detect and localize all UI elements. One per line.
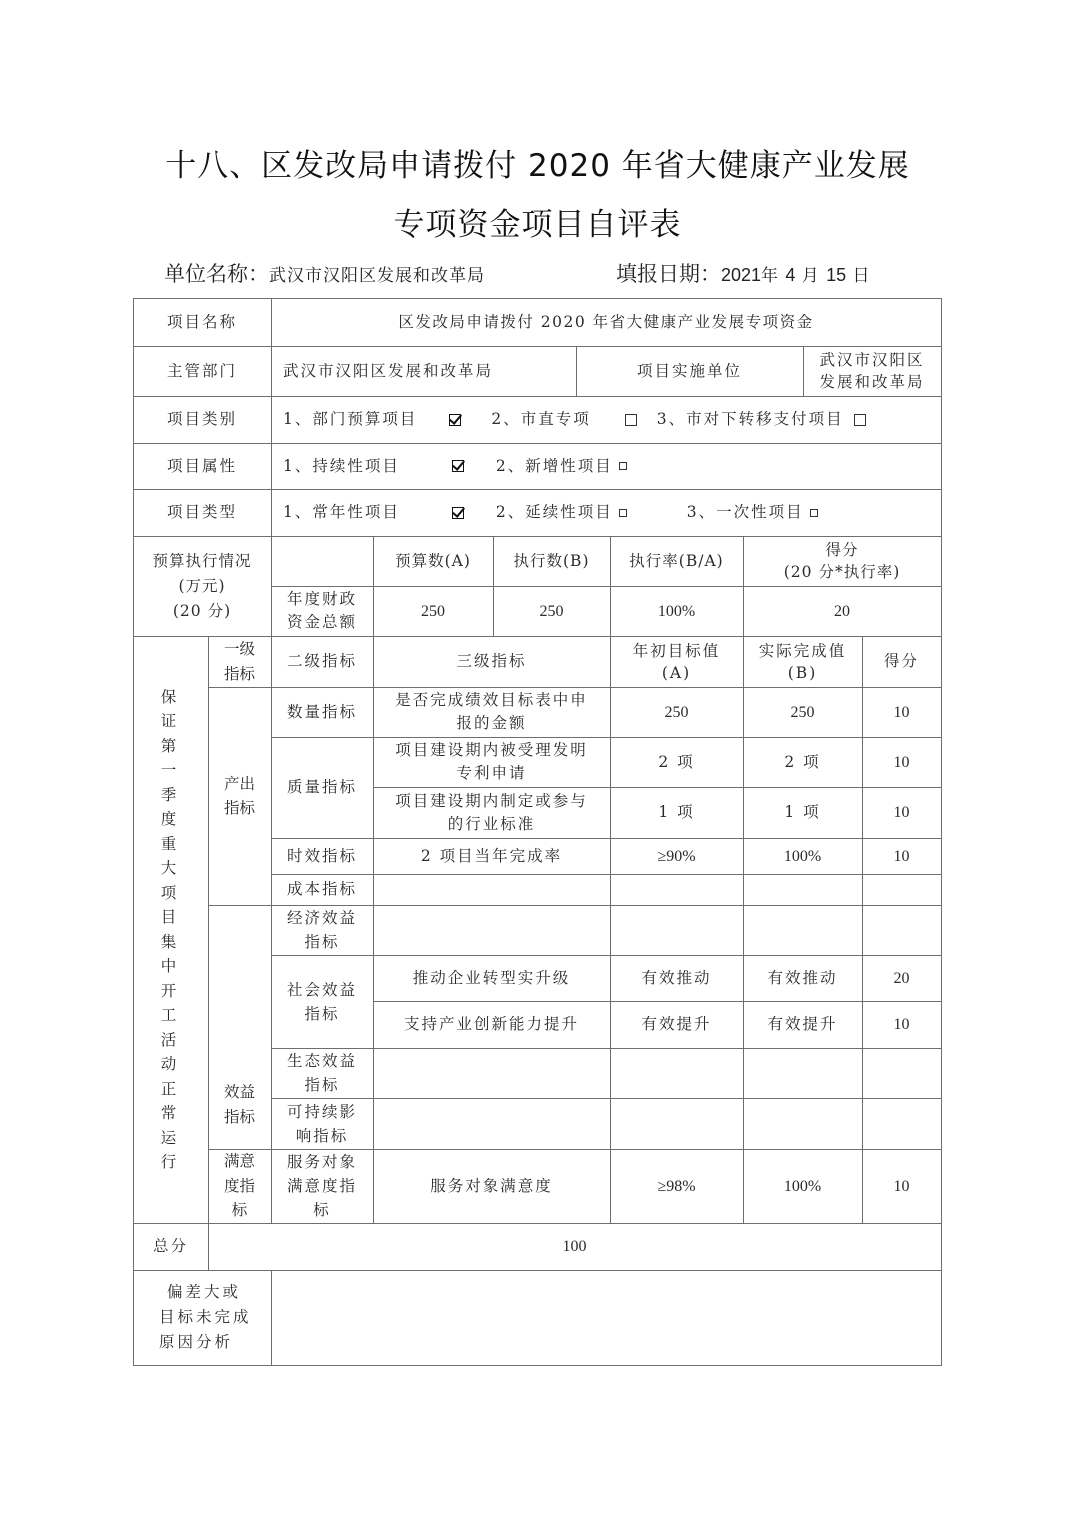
indicator-actual-text: 250 bbox=[790, 703, 815, 721]
unit-name-value: 武汉市汉阳区发展和改革局 bbox=[269, 266, 485, 286]
budget-rate-text: 100% bbox=[657, 602, 696, 620]
deviation-label-line2: 目标未完成 bbox=[159, 1308, 252, 1326]
category-option-3: 3、市对下转移支付项目 bbox=[656, 410, 844, 428]
category-option-1-checkbox[interactable] bbox=[449, 414, 461, 426]
indicator-score-text: 20 bbox=[893, 969, 910, 987]
indicator-level2: 质量指标 bbox=[286, 778, 357, 796]
budget-row-label-line1: 年度财政 bbox=[286, 590, 357, 608]
indicator-score bbox=[862, 687, 941, 737]
indicator-target bbox=[610, 1149, 743, 1223]
budget-value-b bbox=[493, 586, 610, 636]
budget-header-executed: 执行数(B) bbox=[513, 551, 590, 570]
indicator-score bbox=[862, 955, 941, 1001]
deviation-label-line3: 原因分析 bbox=[159, 1333, 234, 1351]
budget-header-score-line2: (20 分*执行率) bbox=[783, 563, 901, 581]
unit-name-label: 单位名称： bbox=[164, 262, 269, 286]
indicator-level2: 经济效益指标 bbox=[286, 909, 357, 951]
category-option-2-checkbox[interactable] bbox=[625, 414, 637, 426]
implementing-unit-label: 项目实施单位 bbox=[636, 361, 742, 380]
indicator-level2: 社会效益指标 bbox=[286, 980, 357, 1023]
indicator-level2: 数量指标 bbox=[286, 702, 357, 721]
budget-header-budgeted: 预算数(A) bbox=[395, 551, 471, 570]
budget-header-score bbox=[743, 536, 941, 586]
type-label: 项目类型 bbox=[166, 503, 237, 521]
header-level2: 二级指标 bbox=[286, 652, 357, 670]
type-option-1: 1、常年性项目 bbox=[283, 503, 400, 521]
attribute-label: 项目属性 bbox=[166, 456, 237, 475]
indicator-actual: 有效推动 bbox=[767, 968, 838, 987]
indicator-score-text: 10 bbox=[893, 804, 910, 821]
indicator-level3: 是否完成绩效目标表中申报的金额 bbox=[395, 691, 588, 732]
budget-row-label bbox=[271, 586, 373, 636]
date-year-char: 年 bbox=[761, 266, 780, 286]
indicator-actual: 2 项 bbox=[784, 752, 821, 771]
type-option-2: 2、延续性项目 bbox=[495, 503, 613, 521]
attribute-option-2: 2、新增性项目 bbox=[495, 456, 613, 475]
type-option-1-checkbox[interactable] bbox=[452, 507, 464, 519]
indicator-level3: 服务对象满意度 bbox=[430, 1176, 553, 1195]
header-level1-text: 一级指标 bbox=[223, 640, 255, 683]
indicator-actual-text: 100% bbox=[783, 1177, 822, 1195]
indicator-target-text: ≥98% bbox=[657, 1177, 696, 1195]
indicator-score-text: 10 bbox=[893, 847, 910, 865]
goal-label-text: 保证第一季度重大项目集中开工活动正常运行 bbox=[160, 687, 181, 1171]
indicator-level2: 成本指标 bbox=[286, 880, 357, 898]
attribute-option-1-checkbox[interactable] bbox=[452, 460, 464, 472]
date-month-char: 月 bbox=[801, 266, 820, 286]
indicator-target-text: ≥90% bbox=[657, 847, 696, 865]
indicator-target: 1 项 bbox=[658, 803, 695, 821]
indicator-target-text: 250 bbox=[664, 703, 689, 721]
type-option-2-checkbox[interactable] bbox=[619, 509, 627, 517]
budget-label-line3: (20 分) bbox=[172, 601, 232, 620]
header-level1 bbox=[208, 636, 271, 687]
budget-score bbox=[743, 586, 941, 636]
category-option-1: 1、部门预算项目 bbox=[283, 410, 418, 428]
category-option-2: 2、市直专项 bbox=[491, 410, 591, 428]
indicator-target: 2 项 bbox=[658, 752, 695, 771]
indicator-level2: 可持续影响指标 bbox=[286, 1102, 357, 1145]
total-value-text: 100 bbox=[562, 1238, 587, 1255]
header-actual-line1: 实际完成值 bbox=[758, 641, 847, 660]
date-day: 15 bbox=[826, 265, 847, 285]
indicator-score-text: 10 bbox=[893, 703, 910, 721]
budget-label-line2: (万元) bbox=[178, 576, 226, 595]
indicator-actual bbox=[743, 687, 862, 737]
indicator-actual bbox=[743, 838, 862, 874]
department-value: 武汉市汉阳区发展和改革局 bbox=[283, 361, 494, 380]
header-actual bbox=[743, 636, 862, 687]
total-value bbox=[208, 1223, 941, 1270]
table-border-right bbox=[941, 298, 942, 1366]
implementing-unit-value: 武汉市汉阳区发展和改革局 bbox=[819, 351, 925, 391]
indicator-score bbox=[862, 838, 941, 874]
indicator-level3: 项目建设期内制定或参与的行业标准 bbox=[395, 791, 588, 833]
budget-header-score-line1: 得分 bbox=[825, 541, 859, 559]
deviation-label bbox=[133, 1270, 271, 1365]
indicator-target: 有效推动 bbox=[641, 968, 712, 987]
header-target bbox=[610, 636, 743, 687]
type-option-3: 3、一次性项目 bbox=[686, 503, 804, 521]
indicator-actual: 1 项 bbox=[784, 803, 821, 821]
budget-value-b-text: 250 bbox=[539, 602, 564, 620]
indicator-score bbox=[862, 1001, 941, 1048]
group-output-text: 产出指标 bbox=[223, 774, 255, 817]
header-level3: 三级指标 bbox=[456, 652, 527, 670]
project-name-label: 项目名称 bbox=[166, 312, 237, 331]
header-target-line1: 年初目标值 bbox=[632, 641, 721, 660]
project-name-value: 区发改局申请拨付 2020 年省大健康产业发展专项资金 bbox=[398, 312, 814, 331]
budget-value-a bbox=[373, 586, 493, 636]
group-benefit bbox=[208, 905, 271, 1149]
department-label: 主管部门 bbox=[166, 361, 237, 380]
budget-row-label-line2: 资金总额 bbox=[286, 613, 357, 631]
indicator-level2: 服务对象满意度指标 bbox=[286, 1153, 357, 1219]
attribute-option-2-checkbox[interactable] bbox=[619, 462, 627, 470]
budget-label-line1: 预算执行情况 bbox=[152, 551, 252, 570]
budget-value-a-text: 250 bbox=[421, 602, 445, 620]
group-output bbox=[208, 687, 271, 905]
date-month: 4 bbox=[785, 265, 796, 285]
indicator-target bbox=[610, 838, 743, 874]
indicator-actual bbox=[743, 1149, 862, 1223]
indicator-level2: 时效指标 bbox=[286, 846, 357, 865]
type-options bbox=[271, 489, 941, 536]
category-label: 项目类别 bbox=[166, 410, 237, 428]
indicator-score bbox=[862, 737, 941, 787]
group-satisfaction bbox=[208, 1149, 271, 1223]
indicator-level3: 2 项目当年完成率 bbox=[420, 846, 563, 865]
category-options bbox=[271, 396, 941, 443]
goal-label bbox=[133, 636, 208, 1223]
indicator-actual-text: 100% bbox=[783, 847, 822, 865]
budget-label bbox=[133, 536, 271, 636]
attribute-options bbox=[271, 443, 941, 489]
indicator-score-text: 10 bbox=[893, 1177, 910, 1195]
indicator-level2: 生态效益指标 bbox=[286, 1052, 357, 1094]
indicator-score bbox=[862, 787, 941, 838]
budget-rate bbox=[610, 586, 743, 636]
indicator-actual: 有效提升 bbox=[767, 1015, 838, 1033]
document-title-line1: 十八、区发改局申请拨付 2020 年省大健康产业发展 bbox=[165, 148, 910, 184]
group-benefit-text: 效益指标 bbox=[223, 1083, 255, 1126]
category-option-3-checkbox[interactable] bbox=[854, 414, 866, 426]
total-label: 总分 bbox=[152, 1237, 188, 1255]
group-satisfaction-text: 满意度指标 bbox=[223, 1152, 255, 1220]
header-actual-line2: (B) bbox=[787, 663, 818, 682]
indicator-score-text: 10 bbox=[893, 753, 910, 771]
deviation-value[interactable] bbox=[271, 1270, 941, 1365]
indicator-score bbox=[862, 1149, 941, 1223]
indicator-level3: 支持产业创新能力提升 bbox=[403, 1015, 579, 1033]
header-score: 得分 bbox=[883, 652, 919, 670]
indicator-level3: 项目建设期内被受理发明专利申请 bbox=[395, 741, 588, 782]
document-title-line2: 专项资金项目自评表 bbox=[393, 207, 682, 243]
date-day-char: 日 bbox=[852, 266, 871, 286]
date-year: 2021 bbox=[721, 265, 762, 285]
fill-date-label: 填报日期： bbox=[616, 262, 721, 286]
type-option-3-checkbox[interactable] bbox=[810, 509, 818, 517]
header-target-line2: (A) bbox=[661, 663, 692, 682]
attribute-option-1: 1、持续性项目 bbox=[283, 456, 400, 475]
indicator-level3: 推动企业转型实升级 bbox=[412, 968, 571, 987]
indicator-target bbox=[610, 687, 743, 737]
indicator-target: 有效提升 bbox=[641, 1015, 712, 1033]
budget-header-rate: 执行率(B/A) bbox=[629, 551, 724, 570]
budget-score-text: 20 bbox=[834, 602, 850, 620]
indicator-score-text: 10 bbox=[893, 1016, 910, 1033]
deviation-label-line1: 偏差大或 bbox=[167, 1283, 242, 1301]
table-border-bottom bbox=[133, 1365, 942, 1366]
